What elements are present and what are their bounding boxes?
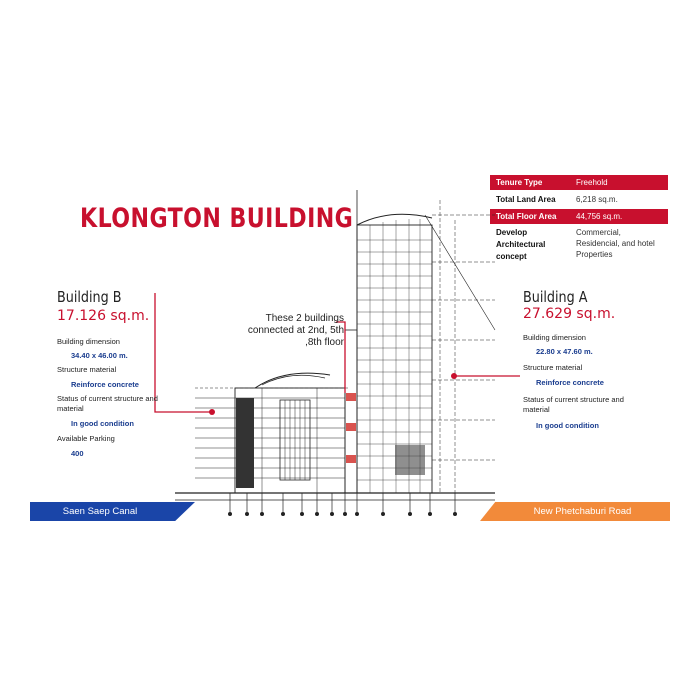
connection-note: These 2 buildings connected at 2nd, 5th ,8th floor [247,313,344,348]
road-label: New Phetchaburi Road [533,506,632,517]
row-key: Develop Architectural concept [490,224,570,266]
building-b-parking-label: Available Parking [57,434,115,443]
building-b-dimension-value: 34.40 x 46.00 m. [71,351,128,360]
row-key: Total Land Area [490,192,570,207]
building-b-material-label: Structure material [57,365,117,374]
building-b-status-value: In good condition [71,419,134,428]
page-title: KLONGTON BUILDING [80,203,354,234]
building-a-status-label: Status of current structure and material [523,395,624,414]
building-a-material-label: Structure material [523,363,583,372]
row-value: 6,218 sq.m. [570,192,668,207]
building-a-area: 27.629 sq.m. [523,306,616,322]
building-a-dimension-value: 22.80 x 47.60 m. [536,347,593,356]
building-b-name: Building B [57,288,122,306]
building-b-status-label: Status of current structure and material [57,394,158,413]
row-value: Freehold [570,175,668,190]
canal-label: Saen Saep Canal [62,506,138,517]
row-key: Tenure Type [490,175,570,190]
building-a-name: Building A [523,288,588,306]
building-b-parking-value: 400 [71,449,84,458]
building-a-material-value: Reinforce concrete [536,378,604,387]
row-key: Total Floor Area [490,209,570,224]
building-b-dimension-label: Building dimension [57,337,120,346]
building-b-area: 17.126 sq.m. [57,308,150,324]
building-a-status-value: In good condition [536,421,599,430]
row-value: 44,756 sq.m. [570,209,668,224]
row-value: Commercial, Residencial, and hotel Properties [570,224,668,266]
building-b-material-value: Reinforce concrete [71,380,139,389]
building-a-dimension-label: Building dimension [523,333,586,342]
